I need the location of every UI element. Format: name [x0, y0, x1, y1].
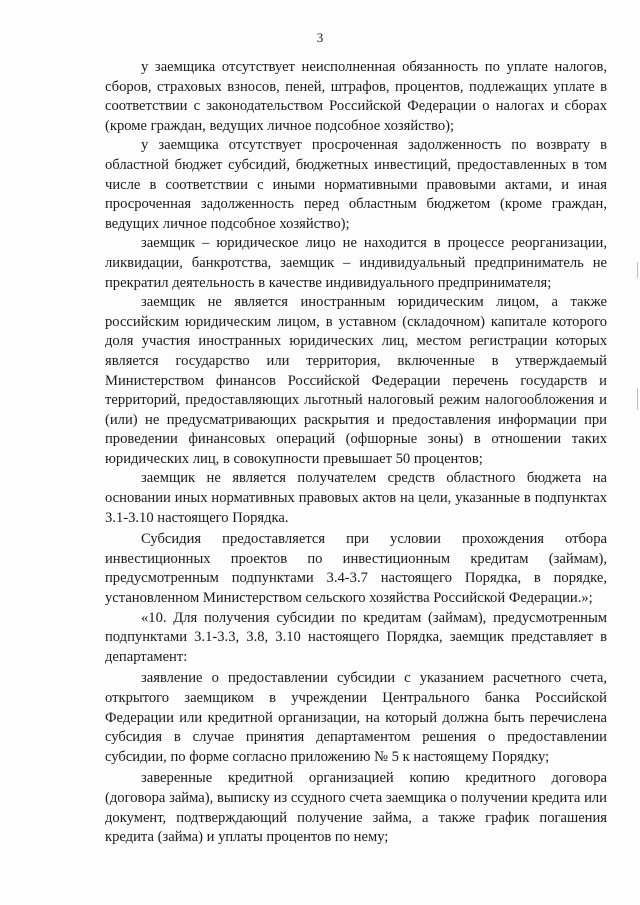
paragraph-application: заявление о предоставлении субсидии с указанием расчетного счета, открытого заемщиком в учреждении Центрального банка Российской Федерации или кредитной организации, на который должна быть перечислена субсидия в случае принятия департаментом решения о предоставлении субсидии, по форме согласно приложению № 5 к настоящему Порядку;	[105, 670, 607, 765]
paragraph-not-budget-recipient: заемщик не является получателем средств областного бюджета на основании иных нормативных правовых актов на цели, указанные в подпунктах 3.1-3.10 настоящего Порядка.	[105, 470, 607, 526]
scan-artifact	[637, 262, 638, 278]
paragraph-certified-copies: заверенные кредитной организацией копию кредитного договора (договора займа), выписку из ссудного счета заемщика о получении кредита или документ, подтверждающий получение займа, а также график погашения кредита (займа) и уплаты процентов по нему;	[105, 770, 607, 846]
paragraph-item-10: «10. Для получения субсидии по кредитам (займам), предусмотренным подпунктами 3.1-3.3, 3.8, 3.10 настоящего Порядка, заемщик представляет в департамент:	[105, 609, 607, 665]
paragraph-not-foreign-entity: заемщик не является иностранным юридическим лицом, а также российским юридическим лицом, в уставном (складочном) капитале которого доля участия иностранных юридических лиц, местом регистрации которых является государство или территория, включенные в утверждаемый Министерством финансов Российской Федерации перечень государств и территорий, предоставляющих льготный налоговый режим налогообложения и (или) не предусматривающих раскрытия и предоставления информации при проведении финансовых операций (офшорные зоны) в отношении таких юридических лиц, в совокупности превышает 50 процентов;	[105, 294, 607, 467]
paragraph-no-tax-debt: у заемщика отсутствует неисполненная обязанность по уплате налогов, сборов, страховых взносов, пеней, штрафов, процентов, подлежащих уплате в соответствии с законодательством Российской Федерации о налогах и сборах (кроме граждан, ведущих личное подсобное хозяйство);	[105, 59, 607, 134]
paragraph-no-reorganization: заемщик – юридическое лицо не находится в процессе реорганизации, ликвидации, банкротства, заемщик – индивидуальный предприниматель не прекратил деятельность в качестве индивидуального предпринимателя;	[105, 235, 607, 291]
scan-artifact	[637, 388, 638, 410]
paragraph-no-budget-debt: у заемщика отсутствует просроченная задолженность по возврату в областной бюджет субсидий, бюджетных инвестиций, предоставленных в том числе в соответствии с иными нормативными правовыми актами, и иная просроченная задолженность перед областным бюджетом (кроме граждан, ведущих личное подсобное хозяйство);	[105, 137, 607, 232]
page-number: 3	[316, 30, 324, 45]
document-body	[105, 58, 607, 848]
paragraph-subsidy-selection: Субсидия предоставляется при условии прохождения отбора инвестиционных проектов по инвестиционным кредитам (займам), предусмотренным подпунктами 3.4-3.7 настоящего Порядка, в порядке, установленном Министерством сельского хозяйства Российской Федерации.»;	[105, 531, 607, 607]
